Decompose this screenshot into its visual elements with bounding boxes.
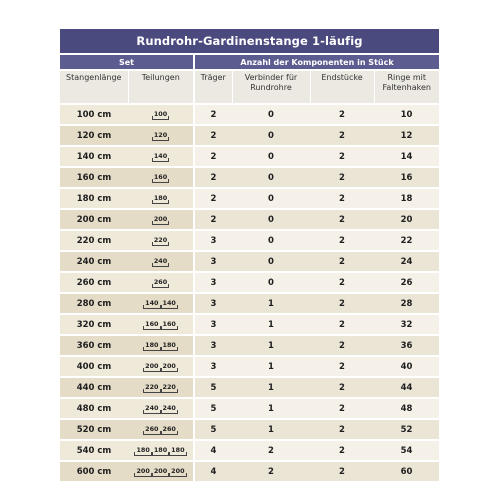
cell-endstuecke: 2 [310,230,374,251]
split-segment: 180 [162,341,176,349]
cell-splits [128,125,194,146]
cell-length: 240 cm [60,251,128,272]
cell-length: 400 cm [60,356,128,377]
cell-ringe: 40 [374,356,439,377]
table-row [60,461,439,481]
cell-endstuecke: 2 [310,419,374,440]
split-segment: 200 [162,362,176,370]
split-segment: 200 [153,215,168,223]
cell-traeger: 5 [194,398,232,419]
split-indicator [152,174,169,183]
cell-verbinder: 1 [232,419,310,440]
cell-endstuecke: 2 [310,335,374,356]
table-row [60,293,439,314]
cell-traeger: 3 [194,251,232,272]
cell-traeger: 2 [194,104,232,125]
split-indicator [143,384,178,393]
cell-ringe: 16 [374,167,439,188]
cell-ringe: 22 [374,230,439,251]
cell-length: 360 cm [60,335,128,356]
split-segment: 140 [153,152,168,160]
cell-endstuecke: 2 [310,356,374,377]
cell-endstuecke: 2 [310,314,374,335]
split-segment: 260 [153,278,168,286]
cell-endstuecke: 2 [310,293,374,314]
table-row [60,356,439,377]
table-row [60,314,439,335]
split-segment: 180 [153,194,168,202]
cell-ringe: 44 [374,377,439,398]
cell-length: 160 cm [60,167,128,188]
split-indicator [152,111,169,120]
cell-ringe: 24 [374,251,439,272]
cell-length: 120 cm [60,125,128,146]
split-indicator [143,405,178,414]
cell-splits [128,293,194,314]
cell-verbinder: 1 [232,377,310,398]
cell-traeger: 2 [194,209,232,230]
cell-endstuecke: 2 [310,146,374,167]
split-segment: 120 [153,131,168,139]
split-segment: 200 [136,467,150,475]
split-segment: 180 [145,341,159,349]
cell-ringe: 54 [374,440,439,461]
cell-verbinder: 0 [232,230,310,251]
cell-length: 540 cm [60,440,128,461]
cell-traeger: 2 [194,188,232,209]
cell-splits [128,314,194,335]
cell-length: 100 cm [60,104,128,125]
split-segment: 180 [136,446,150,454]
cell-traeger: 4 [194,461,232,481]
table-row [60,251,439,272]
component-table-container [60,29,439,481]
table-row [60,167,439,188]
table-row [60,440,439,461]
split-segment: 220 [162,383,176,391]
cell-length: 320 cm [60,314,128,335]
cell-verbinder: 0 [232,188,310,209]
cell-splits [128,356,194,377]
split-segment: 160 [162,320,176,328]
split-segment: 140 [145,299,159,307]
split-segment: 160 [145,320,159,328]
cell-length: 520 cm [60,419,128,440]
cell-verbinder: 0 [232,125,310,146]
split-indicator [152,132,169,141]
cell-verbinder: 0 [232,209,310,230]
cell-ringe: 18 [374,188,439,209]
cell-ringe: 14 [374,146,439,167]
cell-ringe: 20 [374,209,439,230]
cell-length: 180 cm [60,188,128,209]
cell-traeger: 2 [194,167,232,188]
cell-splits [128,146,194,167]
cell-endstuecke: 2 [310,272,374,293]
cell-splits [128,377,194,398]
column-header-length: Stangenlänge [60,70,128,104]
cell-traeger: 4 [194,440,232,461]
cell-verbinder: 0 [232,104,310,125]
cell-splits [128,104,194,125]
split-segment: 200 [153,467,168,475]
split-segment: 240 [145,404,159,412]
cell-traeger: 2 [194,146,232,167]
cell-length: 200 cm [60,209,128,230]
cell-splits [128,335,194,356]
cell-endstuecke: 2 [310,125,374,146]
cell-verbinder: 2 [232,440,310,461]
split-segment: 180 [153,446,168,454]
component-table [60,29,439,481]
cell-traeger: 3 [194,272,232,293]
column-header-verbinder: Verbinder für Rundrohre [232,70,310,104]
cell-endstuecke: 2 [310,377,374,398]
cell-ringe: 32 [374,314,439,335]
cell-length: 260 cm [60,272,128,293]
cell-endstuecke: 2 [310,461,374,481]
table-row [60,104,439,125]
cell-length: 440 cm [60,377,128,398]
cell-splits [128,167,194,188]
split-indicator [152,195,169,204]
cell-verbinder: 0 [232,272,310,293]
cell-verbinder: 0 [232,146,310,167]
table-title: Rundrohr-Gardinenstange 1-läufig [60,29,439,54]
cell-splits [128,188,194,209]
cell-endstuecke: 2 [310,251,374,272]
split-indicator [134,468,186,477]
cell-verbinder: 0 [232,167,310,188]
cell-ringe: 36 [374,335,439,356]
table-row [60,377,439,398]
split-indicator [143,300,178,309]
cell-splits [128,461,194,481]
cell-traeger: 3 [194,314,232,335]
split-indicator [152,237,169,246]
cell-ringe: 52 [374,419,439,440]
group-header-set: Set [60,54,194,70]
split-segment: 240 [153,257,168,265]
split-indicator [152,216,169,225]
cell-ringe: 48 [374,398,439,419]
cell-splits [128,251,194,272]
cell-traeger: 3 [194,230,232,251]
table-row [60,146,439,167]
cell-splits [128,230,194,251]
cell-traeger: 5 [194,419,232,440]
cell-traeger: 3 [194,356,232,377]
cell-verbinder: 0 [232,251,310,272]
cell-verbinder: 1 [232,356,310,377]
table-row [60,272,439,293]
split-indicator [143,321,178,330]
cell-endstuecke: 2 [310,167,374,188]
cell-verbinder: 1 [232,314,310,335]
split-indicator [152,279,169,288]
cell-traeger: 2 [194,125,232,146]
split-segment: 260 [162,425,176,433]
cell-endstuecke: 2 [310,188,374,209]
split-segment: 240 [162,404,176,412]
split-segment: 180 [171,446,185,454]
cell-length: 140 cm [60,146,128,167]
cell-splits [128,272,194,293]
table-row [60,188,439,209]
split-segment: 260 [145,425,159,433]
cell-ringe: 60 [374,461,439,481]
table-row [60,230,439,251]
split-segment: 220 [145,383,159,391]
cell-traeger: 3 [194,293,232,314]
table-row [60,335,439,356]
cell-verbinder: 1 [232,398,310,419]
split-indicator [152,258,169,267]
column-header-traeger: Träger [194,70,232,104]
table-row [60,125,439,146]
cell-endstuecke: 2 [310,440,374,461]
group-header-components: Anzahl der Komponenten in Stück [194,54,439,70]
split-segment: 100 [153,110,168,118]
table-row [60,398,439,419]
split-indicator [143,363,178,372]
split-indicator [134,447,186,456]
split-indicator [152,153,169,162]
split-segment: 160 [153,173,168,181]
cell-ringe: 26 [374,272,439,293]
split-segment: 200 [171,467,185,475]
cell-endstuecke: 2 [310,104,374,125]
column-header-ringe: Ringe mit Faltenhaken [374,70,439,104]
split-indicator [143,426,178,435]
cell-ringe: 12 [374,125,439,146]
cell-length: 220 cm [60,230,128,251]
column-header-endstuecke: Endstücke [310,70,374,104]
cell-verbinder: 2 [232,461,310,481]
cell-length: 480 cm [60,398,128,419]
cell-length: 280 cm [60,293,128,314]
cell-endstuecke: 2 [310,209,374,230]
cell-ringe: 10 [374,104,439,125]
split-indicator [143,342,178,351]
column-header-splits: Teilungen [128,70,194,104]
split-segment: 220 [153,236,168,244]
cell-splits [128,440,194,461]
cell-endstuecke: 2 [310,398,374,419]
cell-splits [128,419,194,440]
cell-splits [128,209,194,230]
cell-traeger: 3 [194,335,232,356]
cell-length: 600 cm [60,461,128,481]
split-segment: 200 [145,362,159,370]
cell-ringe: 28 [374,293,439,314]
cell-splits [128,398,194,419]
split-segment: 140 [162,299,176,307]
cell-verbinder: 1 [232,335,310,356]
cell-traeger: 5 [194,377,232,398]
table-row [60,419,439,440]
table-row [60,209,439,230]
cell-verbinder: 1 [232,293,310,314]
